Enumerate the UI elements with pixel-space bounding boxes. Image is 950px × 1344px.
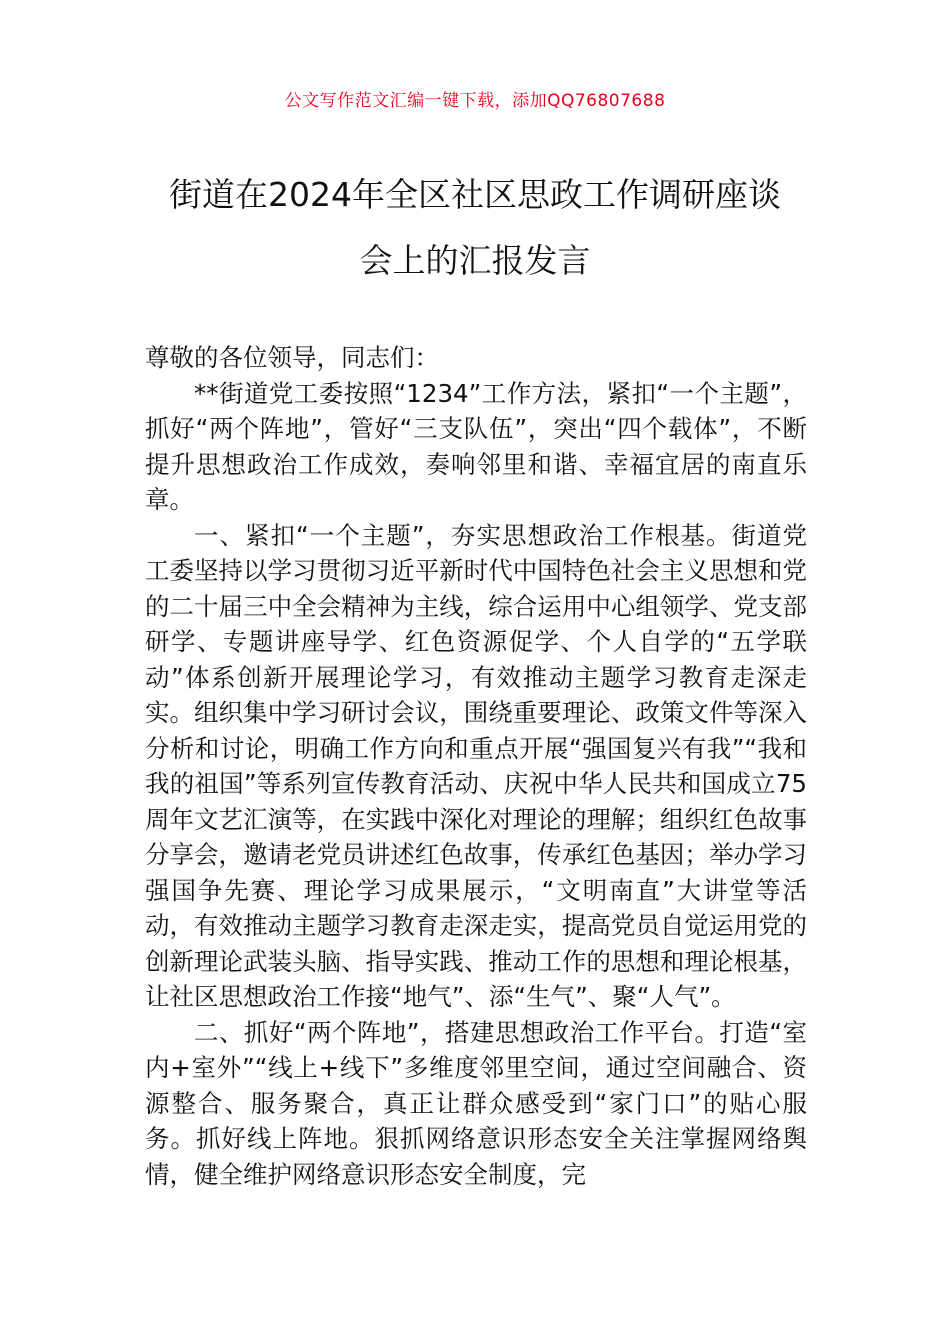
header-download-note: 公文写作范文汇编一键下载，添加QQ76807688 <box>284 91 666 111</box>
salutation: 尊敬的各位领导，同志们： <box>145 343 439 372</box>
paragraph-section-2: 二、抓好“两个阵地”，搭建思想政治工作平台。打造“室内+室外”“线上+线下”多维度邻里空间，通过空间融合、资源整合、服务聚合，真正让群众感受到“家门口”的贴心服务。抓好线上阵地。狠抓网络意识形态安全关注掌握网络舆情，健全维护网络意识形态安全制度，完 <box>145 1017 807 1189</box>
title-line-1: 街道在2024年全区社区思政工作调研座谈 <box>169 175 781 214</box>
title-line-2: 会上的汇报发言 <box>359 241 591 280</box>
document-body <box>145 340 807 1192</box>
paragraph-section-1: 一、紧扣“一个主题”，夯实思想政治工作根基。街道党工委坚持以学习贯彻习近平新时代中国特色社会主义思想和党的二十届三中全会精神为主线，综合运用中心组领学、党支部研学、专题讲座导学、红色资源促学、个人自学的“五学联动”体系创新开展理论学习，有效推动主题学习教育走深走实。组织集中学习研讨会议，围绕重要理论、政策文件等深入分析和讨论，明确工作方向和重点开展“强国复兴有我”“我和我的祖国”等系列宣传教育活动、庆祝中华人民共和国成立75周年文艺汇演等，在实践中深化对理论的理解；组织红色故事分享会，邀请老党员讲述红色故事，传承红色基因；举办学习强国争先赛、理论学习成果展示，“文明南直”大讲堂等活动，有效推动主题学习教育走深走实，提高党员自觉运用党的创新理论武装头脑、指导实践、推动工作的思想和理论根基，让社区思想政治工作接“地气”、添“生气”、聚“人气”。 <box>145 520 807 1011</box>
paragraph-intro: **街道党工委按照“1234”工作方法，紧扣“一个主题”，抓好“两个阵地”，管好“三支队伍”，突出“四个载体”，不断提升思想政治工作成效，奏响邻里和谐、幸福宜居的南直乐章。 <box>145 378 807 514</box>
document-title <box>120 162 830 294</box>
